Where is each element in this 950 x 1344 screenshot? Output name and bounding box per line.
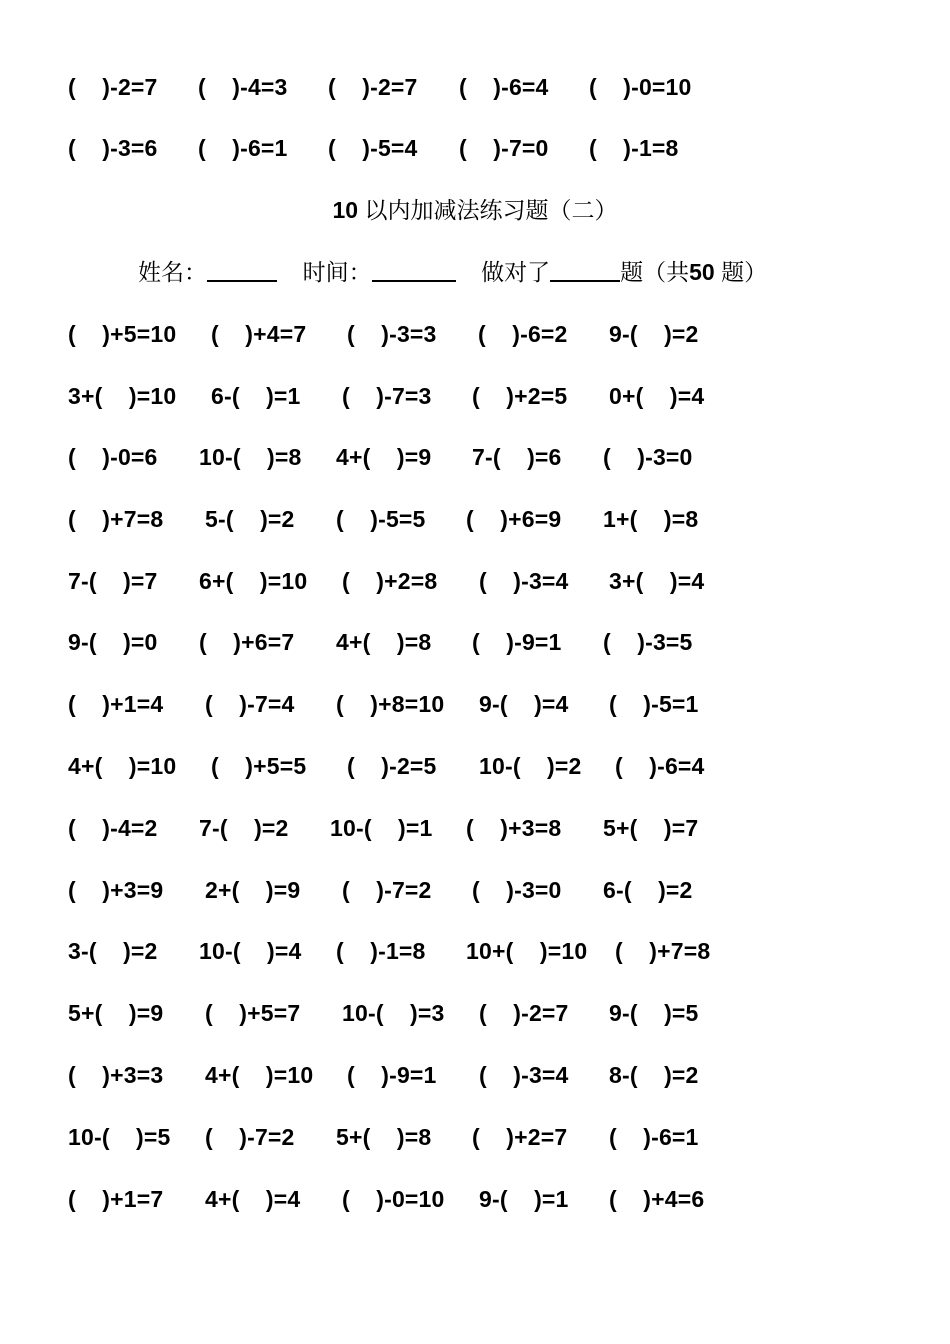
problem: ( )-0=10 bbox=[589, 74, 692, 100]
problem: 3+( )=10 bbox=[68, 383, 177, 409]
problem: 5+( )=9 bbox=[68, 1000, 164, 1026]
problem: 9-( )=0 bbox=[68, 629, 158, 655]
problem: ( )-3=0 bbox=[603, 444, 693, 470]
problem: ( )+4=6 bbox=[609, 1186, 705, 1212]
problem-row bbox=[0, 1117, 950, 1157]
problem: ( )+4=7 bbox=[211, 321, 307, 347]
problem-row bbox=[0, 931, 950, 971]
problem: ( )-4=2 bbox=[68, 815, 158, 841]
problem: ( )-1=8 bbox=[336, 938, 426, 964]
problem: ( )-3=3 bbox=[347, 321, 437, 347]
problem: 9-( )=2 bbox=[609, 321, 699, 347]
problem-row bbox=[0, 1179, 950, 1219]
info-line bbox=[138, 252, 767, 292]
problem: ( )+3=3 bbox=[68, 1062, 164, 1088]
problem: 3-( )=2 bbox=[68, 938, 158, 964]
problem: ( )-5=1 bbox=[609, 691, 699, 717]
problem: 5-( )=2 bbox=[205, 506, 295, 532]
problem: 5+( )=8 bbox=[336, 1124, 432, 1150]
problem: 10-( )=4 bbox=[199, 938, 302, 964]
problem: 10-( )=5 bbox=[68, 1124, 171, 1150]
problem-row bbox=[0, 746, 950, 786]
problem: ( )+5=5 bbox=[211, 753, 307, 779]
problem-row bbox=[0, 808, 950, 848]
problem: ( )-2=5 bbox=[347, 753, 437, 779]
correct-label: 做对了 bbox=[481, 259, 551, 285]
problem: ( )-3=4 bbox=[479, 568, 569, 594]
problem: ( )-3=0 bbox=[472, 877, 562, 903]
problem: ( )+8=10 bbox=[336, 691, 445, 717]
problem: ( )+5=7 bbox=[205, 1000, 301, 1026]
problem: 4+( )=10 bbox=[68, 753, 177, 779]
problem: ( )-3=6 bbox=[68, 135, 158, 161]
problem: 6+( )=10 bbox=[199, 568, 308, 594]
problem: 7-( )=6 bbox=[472, 444, 562, 470]
problem: 4+( )=8 bbox=[336, 629, 432, 655]
problem: 1+( )=8 bbox=[603, 506, 699, 532]
problem: 9-( )=5 bbox=[609, 1000, 699, 1026]
problem: ( )-0=6 bbox=[68, 444, 158, 470]
problem: 2+( )=9 bbox=[205, 877, 301, 903]
question-suffix: 题） bbox=[721, 259, 768, 285]
problem: 9-( )=4 bbox=[479, 691, 569, 717]
problem: 8-( )=2 bbox=[609, 1062, 699, 1088]
problem-row bbox=[0, 561, 950, 601]
problem: 10+( )=10 bbox=[466, 938, 588, 964]
title-number: 10 bbox=[332, 197, 359, 223]
problem: ( )+6=9 bbox=[466, 506, 562, 532]
problem: 6-( )=2 bbox=[603, 877, 693, 903]
problem: 9-( )=1 bbox=[479, 1186, 569, 1212]
problem: ( )-1=8 bbox=[589, 135, 679, 161]
problem-row bbox=[0, 1055, 950, 1095]
problem: 4+( )=10 bbox=[205, 1062, 314, 1088]
problem: ( )-5=5 bbox=[336, 506, 426, 532]
problem-row bbox=[0, 67, 950, 107]
problem: 7-( )=7 bbox=[68, 568, 158, 594]
problem: ( )-6=4 bbox=[615, 753, 705, 779]
problem: ( )+7=8 bbox=[68, 506, 164, 532]
problem: ( )-9=1 bbox=[472, 629, 562, 655]
problem: ( )-7=4 bbox=[205, 691, 295, 717]
problem: ( )+2=7 bbox=[472, 1124, 568, 1150]
problem-row bbox=[0, 499, 950, 539]
problem: ( )+6=7 bbox=[199, 629, 295, 655]
problem: 4+( )=9 bbox=[336, 444, 432, 470]
problem: ( )-2=7 bbox=[479, 1000, 569, 1026]
problem: ( )-2=7 bbox=[328, 74, 418, 100]
problem: ( )-6=2 bbox=[478, 321, 568, 347]
correct-blank bbox=[550, 258, 620, 282]
problem: ( )+2=5 bbox=[472, 383, 568, 409]
problem: ( )-6=1 bbox=[609, 1124, 699, 1150]
total-count: 50 bbox=[689, 259, 715, 285]
problem-row bbox=[0, 684, 950, 724]
worksheet-title bbox=[0, 190, 950, 230]
problem-row bbox=[0, 437, 950, 477]
problem: ( )-9=1 bbox=[347, 1062, 437, 1088]
problem: ( )-0=10 bbox=[342, 1186, 445, 1212]
problem: 0+( )=4 bbox=[609, 383, 705, 409]
problem: ( )+1=4 bbox=[68, 691, 164, 717]
problem: ( )-3=5 bbox=[603, 629, 693, 655]
problem: ( )+5=10 bbox=[68, 321, 177, 347]
problem: ( )-7=2 bbox=[342, 877, 432, 903]
problem: 10-( )=2 bbox=[479, 753, 582, 779]
problem: ( )-6=4 bbox=[459, 74, 549, 100]
problem: 7-( )=2 bbox=[199, 815, 289, 841]
problem-row bbox=[0, 993, 950, 1033]
problem: ( )+1=7 bbox=[68, 1186, 164, 1212]
time-blank bbox=[372, 258, 456, 282]
name-label: 姓名： bbox=[138, 259, 207, 285]
time-label: 时间： bbox=[302, 259, 372, 285]
problem: ( )-4=3 bbox=[198, 74, 288, 100]
name-blank bbox=[207, 258, 277, 282]
problem: 3+( )=4 bbox=[609, 568, 705, 594]
problem: ( )+7=8 bbox=[615, 938, 711, 964]
problem: ( )+3=9 bbox=[68, 877, 164, 903]
problem: ( )-5=4 bbox=[328, 135, 418, 161]
title-text: 以内加减法练习题（二） bbox=[364, 197, 618, 223]
problem: ( )-3=4 bbox=[479, 1062, 569, 1088]
problem: 10-( )=1 bbox=[330, 815, 433, 841]
problem: ( )+2=8 bbox=[342, 568, 438, 594]
problem-row bbox=[0, 376, 950, 416]
question-label: 题（共 bbox=[620, 259, 690, 285]
problem-row bbox=[0, 128, 950, 168]
problem: ( )-7=3 bbox=[342, 383, 432, 409]
problem: ( )-7=0 bbox=[459, 135, 549, 161]
problem-row bbox=[0, 622, 950, 662]
problem: 4+( )=4 bbox=[205, 1186, 301, 1212]
problem-row bbox=[0, 314, 950, 354]
problem: ( )-6=1 bbox=[198, 135, 288, 161]
problem-row bbox=[0, 870, 950, 910]
problem: 5+( )=7 bbox=[603, 815, 699, 841]
problem: 6-( )=1 bbox=[211, 383, 301, 409]
problem: ( )-7=2 bbox=[205, 1124, 295, 1150]
problem: 10-( )=3 bbox=[342, 1000, 445, 1026]
problem: ( )+3=8 bbox=[466, 815, 562, 841]
problem: 10-( )=8 bbox=[199, 444, 302, 470]
problem: ( )-2=7 bbox=[68, 74, 158, 100]
